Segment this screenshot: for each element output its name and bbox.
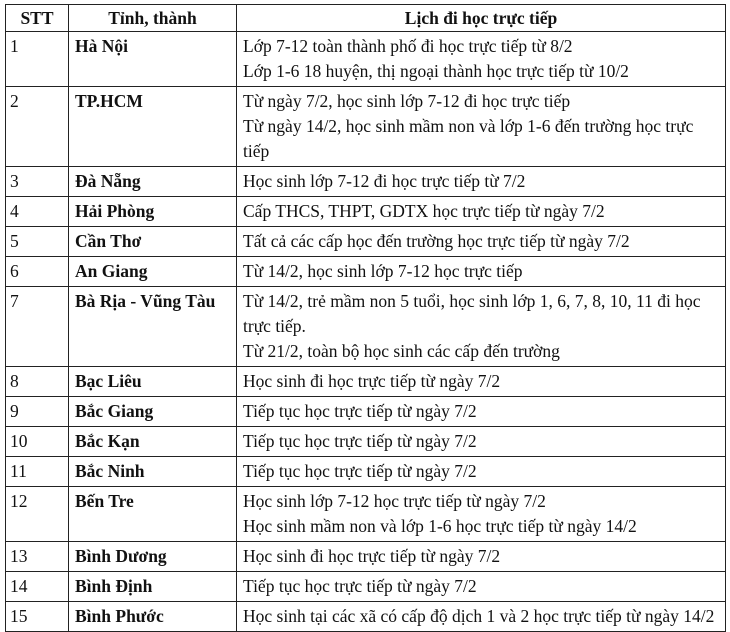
province-name: Bình Định (69, 572, 237, 602)
table-row (6, 287, 726, 367)
schedule-line: Từ ngày 7/2, học sinh lớp 7-12 đi học trực tiếp (243, 91, 571, 111)
province-name: Bến Tre (69, 487, 237, 542)
schedule-line: Tiếp tục học trực tiếp từ ngày 7/2 (243, 461, 477, 481)
table-row (6, 87, 726, 167)
row-number: 12 (6, 487, 69, 542)
province-name: Đà Nẵng (69, 167, 237, 197)
schedule-line: Học sinh đi học trực tiếp từ ngày 7/2 (243, 546, 501, 566)
schedule-line: Tiếp tục học trực tiếp từ ngày 7/2 (243, 401, 477, 421)
schedule-line: Từ 21/2, toàn bộ học sinh các cấp đến trường (243, 341, 560, 361)
schedule-cell (237, 542, 726, 572)
table-row (6, 427, 726, 457)
schedule-line: Tiếp tục học trực tiếp từ ngày 7/2 (243, 431, 477, 451)
table-row (6, 457, 726, 487)
schedule-cell (237, 167, 726, 197)
header-schedule: Lịch đi học trực tiếp (237, 5, 726, 32)
schedule-cell (237, 457, 726, 487)
schedule-cell (237, 487, 726, 542)
province-name: TP.HCM (69, 87, 237, 167)
schedule-cell (237, 397, 726, 427)
table-body (6, 32, 726, 632)
schedule-line: Từ 14/2, học sinh lớp 7-12 học trực tiếp (243, 261, 523, 281)
schedule-cell (237, 427, 726, 457)
table-row (6, 257, 726, 287)
schedule-cell (237, 602, 726, 632)
schedule-cell (237, 227, 726, 257)
province-name: Bình Dương (69, 542, 237, 572)
province-name: Bắc Kạn (69, 427, 237, 457)
table-row (6, 542, 726, 572)
table-row (6, 367, 726, 397)
schedule-line: Học sinh mầm non và lớp 1-6 học trực tiếp từ ngày 14/2 (243, 516, 637, 536)
row-number: 11 (6, 457, 69, 487)
row-number: 6 (6, 257, 69, 287)
header-province: Tỉnh, thành (69, 5, 237, 32)
schedule-line: Học sinh đi học trực tiếp từ ngày 7/2 (243, 371, 501, 391)
table-row (6, 197, 726, 227)
schedule-line: Học sinh lớp 7-12 đi học trực tiếp từ 7/2 (243, 171, 526, 191)
schedule-line: Lớp 1-6 18 huyện, thị ngoại thành học trực tiếp từ 10/2 (243, 61, 629, 81)
schedule-line: Cấp THCS, THPT, GDTX học trực tiếp từ ngày 7/2 (243, 201, 605, 221)
province-name: An Giang (69, 257, 237, 287)
table-row (6, 167, 726, 197)
row-number: 7 (6, 287, 69, 367)
schedule-table (5, 4, 726, 632)
schedule-line: Tiếp tục học trực tiếp từ ngày 7/2 (243, 576, 477, 596)
schedule-cell (237, 87, 726, 167)
schedule-line: Lớp 7-12 toàn thành phố đi học trực tiếp từ 8/2 (243, 36, 573, 56)
table-row (6, 32, 726, 87)
schedule-line: Học sinh tại các xã có cấp độ dịch 1 và 2 học trực tiếp từ ngày 14/2 (243, 606, 715, 626)
table-row (6, 397, 726, 427)
schedule-line: Từ 14/2, trẻ mầm non 5 tuổi, học sinh lớp 1, 6, 7, 8, 10, 11 đi học trực tiếp. (243, 291, 701, 336)
header-row (6, 5, 726, 32)
row-number: 9 (6, 397, 69, 427)
province-name: Bắc Ninh (69, 457, 237, 487)
row-number: 3 (6, 167, 69, 197)
row-number: 2 (6, 87, 69, 167)
province-name: Hà Nội (69, 32, 237, 87)
schedule-line: Từ ngày 14/2, học sinh mầm non và lớp 1-6 đến trường học trực tiếp (243, 116, 694, 161)
table-row (6, 572, 726, 602)
row-number: 15 (6, 602, 69, 632)
row-number: 14 (6, 572, 69, 602)
schedule-line: Học sinh lớp 7-12 học trực tiếp từ ngày 7/2 (243, 491, 546, 511)
row-number: 10 (6, 427, 69, 457)
province-name: Bình Phước (69, 602, 237, 632)
row-number: 4 (6, 197, 69, 227)
province-name: Bạc Liêu (69, 367, 237, 397)
header-stt: STT (6, 5, 69, 32)
province-name: Cần Thơ (69, 227, 237, 257)
schedule-line: Tất cả các cấp học đến trường học trực tiếp từ ngày 7/2 (243, 231, 630, 251)
row-number: 8 (6, 367, 69, 397)
province-name: Bà Rịa - Vũng Tàu (69, 287, 237, 367)
schedule-cell (237, 367, 726, 397)
schedule-cell (237, 572, 726, 602)
schedule-cell (237, 257, 726, 287)
schedule-cell (237, 197, 726, 227)
row-number: 1 (6, 32, 69, 87)
table-row (6, 227, 726, 257)
table-row (6, 487, 726, 542)
province-name: Hải Phòng (69, 197, 237, 227)
schedule-cell (237, 287, 726, 367)
province-name: Bắc Giang (69, 397, 237, 427)
row-number: 5 (6, 227, 69, 257)
table-row (6, 602, 726, 632)
row-number: 13 (6, 542, 69, 572)
schedule-cell (237, 32, 726, 87)
